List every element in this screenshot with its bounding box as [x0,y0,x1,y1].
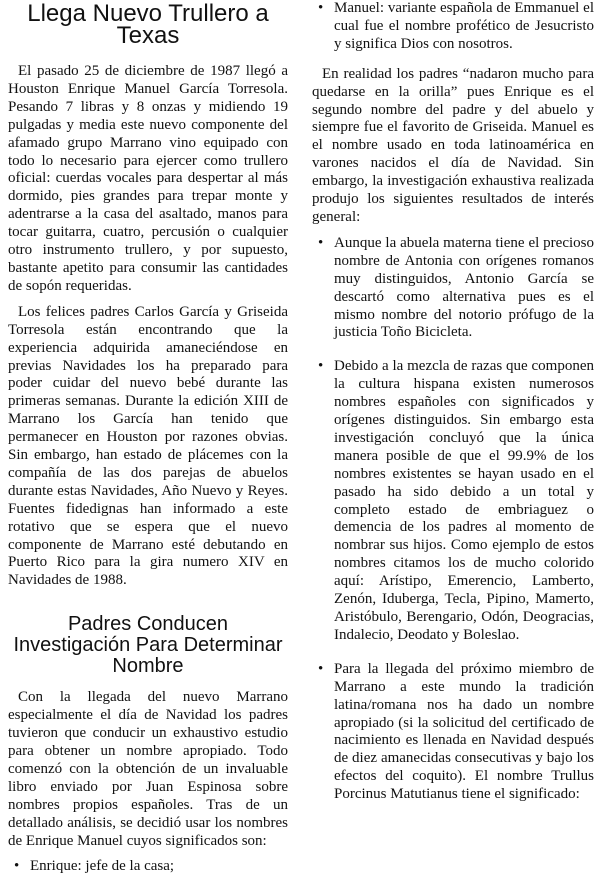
list-item-names: • Debido a la mezcla de razas que componen la cultura hispana existen numerosos nombres españoles con significados y orígenes distinguidos. Sin embargo esta investigación concluyó que la única manera posible de que el 99.9% de los nombres existentes se hayan usado en el pasado ha sido debido a un total y completo estado de embriaguez o demencia de los padres al momento de nombrar sus hijos. Como ejemplo de estos nombres citamos los de mucho colorido aquí: Arístipo, Emerencio, Lamberto, Zenón, Iduberga, Tecla, Pipino, Mamerto, Aristóbulo, Berengario, Odón, Deogracias, Indalecio, Deodato y Boleslao. [312,358,594,645]
list-item-trullus: • Para la llegada del próximo miembro de Marrano a este mundo la tradición latina/romana nos ha dado un nombre apropiado (si la solicitud del certificado de nacimiento es llenada en Navidad después de diez amanecidas consecutivas y bajo los efectos del coquito). El nombre Trullus Porcinus Matutianus tiene el significado: [312,661,594,804]
left-column [8,0,288,886]
meaning-list-continued [312,0,594,54]
right-column [312,0,594,820]
section-heading: Padres Conducen Investigación Para Determinar Nombre [13,613,283,678]
list-item-enrique: • Enrique: jefe de la casa; [8,858,288,876]
meaning-list [8,858,288,876]
list-item-manuel: • Manuel: variante española de Emmanuel el cual fue el nombre profético de Jesucristo y significa Dios con nosotros. [312,0,594,54]
paragraph-arrival: El pasado 25 de diciembre de 1987 llegó a Houston Enrique Manuel García Torresola. Pesando 7 libras y 8 onzas y midiendo 19 pulgadas y media este nuevo componente del afamado grupo Marrano vino equipado con todo lo necesario para ejercer como trullero oficial: cuerdas vocales para despertar al más dormido, pies grandes para trepar monte y adentrarse a la casa del asaltado, manos para tocar guitarra, cuatro, percusión o cualquier otro instrumento trullero, y por supuesto, bastante apetito para consumir las cantidades de sopón requeridas. [8,63,288,294]
paragraph-investigation: Con la llegada del nuevo Marrano especialmente el día de Navidad los padres tuvieron que conducir un exhaustivo estudio para obtener un nombre apropiado. Todo comenzó con la obtención de un invaluable libro enviado por Juan Espinosa sobre nombres propios españoles. Tras de un detallado análisis, se decidió usar los nombres de Enrique Manuel cuyos significados son: [8,689,288,849]
paragraph-results: En realidad los padres “nadaron mucho para quedarse en la orilla” pues Enrique es el segundo nombre del padre y del abuelo y siempre fue el favorito de Griseida. Manuel es el nombre usado en toda latinoamérica en varones nacidos el día de Navidad. Sin embargo, la investigación exhaustiva realizada produjo los siguientes resultados de interés general: [312,65,594,225]
results-list [312,235,594,804]
article-title: Llega Nuevo Trullero a Texas [27,0,269,49]
paragraph-parents: Los felices padres Carlos García y Griseida Torresola están encontrando que la experiencia adquirida amaneciéndose en previas Navidades los ha preparado para poder cuidar del nuevo bebé durante las primeras semanas. Durante la edición XIII de Marrano los García han tenido que permanecer en Houston por razones obvias. Sin embargo, han estado de plácemes con la compañía de las dos parejas de abuelos durante estas Navidades, Año Nuevo y Reyes. Fuentes fidedignas han informado a este rotativo que se espera que el nuevo componente de Marrano esté debutando en Puerto Rico para la gira numero XIV en Navidades de 1988. [8,303,288,589]
list-item-antonia: • Aunque la abuela materna tiene el precioso nombre de Antonia con orígenes romanos muy distinguidos, Antonio García se descartó como alternativa pues es el mismo nombre del notorio prófugo de la justicia Toño Bicicleta. [312,235,594,342]
